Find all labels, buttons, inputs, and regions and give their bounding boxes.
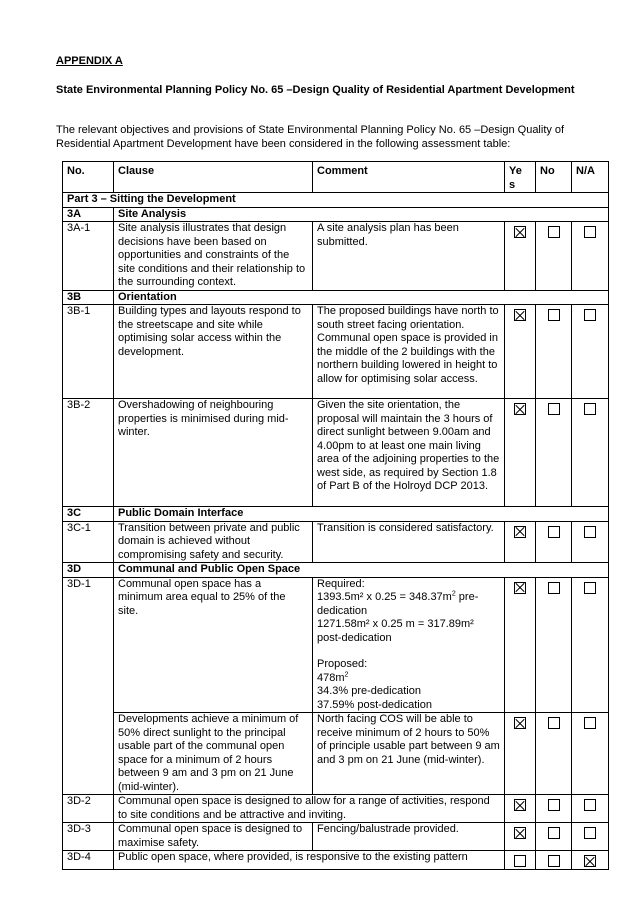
na-checkbox[interactable] — [584, 855, 596, 867]
section-title: Communal and Public Open Space — [114, 563, 609, 578]
table-row — [63, 713, 609, 795]
comment-pre-dedication-calc: 1393.5m² x $0.25 = 348.37m^2$ pre-dedication — [317, 590, 479, 617]
row-comment: Transition is considered satisfactory. — [313, 521, 505, 563]
section-row-3d — [63, 563, 609, 578]
row-clause: Public open space, where provided, is responsive to the existing pattern — [114, 851, 505, 870]
na-checkbox[interactable] — [584, 526, 596, 538]
na-checkbox[interactable] — [584, 827, 596, 839]
na-checkbox[interactable] — [584, 717, 596, 729]
na-checkbox[interactable] — [584, 226, 596, 238]
row-no: 3D-4 — [63, 851, 114, 870]
row-comment — [313, 577, 505, 713]
row-clause: Site analysis illustrates that design decisions have been based on opportunities and constraints of the site conditions and their relationship to the surrounding context. — [114, 222, 313, 291]
yes-checkbox[interactable] — [514, 717, 526, 729]
yes-checkbox[interactable] — [514, 827, 526, 839]
comment-post-dedication-calc: 1271.58m² x 0.25 m = 317.89m² post-dedication — [317, 618, 474, 644]
comment-post-percent: 37.59% post-dedication — [317, 698, 432, 711]
row-clause: Communal open space is designed to maximise safety. — [114, 823, 313, 851]
comment-required-label: Required: — [317, 577, 365, 590]
row-no: 3D-1 — [63, 577, 114, 795]
table-row — [63, 851, 609, 870]
comment-proposed-area: $478m^2$ — [317, 670, 349, 684]
header-no-col: No — [536, 162, 572, 193]
section-row-3a — [63, 207, 609, 222]
header-no: No. — [63, 162, 114, 193]
header-clause: Clause — [114, 162, 313, 193]
header-na: N/A — [572, 162, 609, 193]
table-row — [63, 823, 609, 851]
section-title: Orientation — [114, 290, 609, 305]
row-clause: Communal open space is designed to allow for a range of activities, respond to site conditions and be attractive and inviting. — [114, 795, 505, 823]
na-checkbox[interactable] — [584, 582, 596, 594]
comment-pre-percent: 34.3% pre-dedication — [317, 685, 421, 697]
header-yes: Ye s — [505, 162, 536, 193]
section-row-3b — [63, 290, 609, 305]
section-no: 3A — [63, 207, 114, 222]
table-row — [63, 305, 609, 399]
no-checkbox[interactable] — [548, 526, 560, 538]
section-no: 3C — [63, 507, 114, 522]
no-checkbox[interactable] — [548, 403, 560, 415]
table-row — [63, 521, 609, 563]
row-no: 3D-2 — [63, 795, 114, 823]
appendix-heading: APPENDIX A — [56, 55, 123, 67]
row-comment: Given the site orientation, the proposal will maintain the 3 hours of direct sunlight between 9.00am and 4.00pm to at least one main living area of the adjoining properties to the west side, as required by Section 1.8 of Part B of the Holroyd DCP 2013. — [313, 399, 505, 507]
row-no: 3B-1 — [63, 305, 114, 399]
row-no: 3A-1 — [63, 222, 114, 291]
yes-checkbox[interactable] — [514, 855, 526, 867]
yes-checkbox[interactable] — [514, 309, 526, 321]
row-no: 3C-1 — [63, 521, 114, 563]
row-comment: North facing COS will be able to receive minimum of 2 hours to 50% of principle usable part between 9 am and 3 pm on 21 June (mid-winter). — [313, 713, 505, 795]
row-comment: The proposed buildings have north to south street facing orientation. Communal open space is provided in the middle of the 2 buildings with the northern building lowered in height to allow for optimising solar access. — [313, 305, 505, 399]
no-checkbox[interactable] — [548, 827, 560, 839]
row-clause: Communal open space has a minimum area equal to 25% of the site. — [114, 577, 313, 713]
row-comment: Fencing/balustrade provided. — [313, 823, 505, 851]
row-no: 3D-3 — [63, 823, 114, 851]
no-checkbox[interactable] — [548, 799, 560, 811]
row-clause: Overshadowing of neighbouring properties is minimised during mid-winter. — [114, 399, 313, 507]
row-clause: Building types and layouts respond to the streetscape and site while optimising solar access within the development. — [114, 305, 313, 399]
policy-title: State Environmental Planning Policy No. 65 –Design Quality of Residential Apartment Development — [56, 84, 575, 96]
yes-checkbox[interactable] — [514, 799, 526, 811]
table-row — [63, 222, 609, 291]
intro-paragraph: The relevant objectives and provisions of State Environmental Planning Policy No. 65 –Design Quality of Residential Apartment Development have been considered in the following assessment table: — [56, 124, 565, 150]
table-header-row — [63, 162, 609, 193]
no-checkbox[interactable] — [548, 717, 560, 729]
section-title: Public Domain Interface — [114, 507, 609, 522]
table-row — [63, 399, 609, 507]
na-checkbox[interactable] — [584, 403, 596, 415]
row-clause: Transition between private and public domain is achieved without compromising safety and security. — [114, 521, 313, 563]
section-row-3c — [63, 507, 609, 522]
no-checkbox[interactable] — [548, 582, 560, 594]
row-comment: A site analysis plan has been submitted. — [313, 222, 505, 291]
part-3-heading: Part 3 – Sitting the Development — [63, 193, 609, 208]
section-no: 3B — [63, 290, 114, 305]
part-heading-row — [63, 193, 609, 208]
yes-checkbox[interactable] — [514, 582, 526, 594]
section-title: Site Analysis — [114, 207, 609, 222]
table-row — [63, 577, 609, 713]
comment-proposed-label: Proposed: — [317, 658, 368, 670]
section-no: 3D — [63, 563, 114, 578]
yes-checkbox[interactable] — [514, 526, 526, 538]
row-no: 3B-2 — [63, 399, 114, 507]
na-checkbox[interactable] — [584, 309, 596, 321]
header-comment: Comment — [313, 162, 505, 193]
row-clause: Developments achieve a minimum of 50% direct sunlight to the principal usable part of the communal open space for a minimum of 2 hours between 9 am and 3 pm on 21 June (mid-winter). — [114, 713, 313, 795]
na-checkbox[interactable] — [584, 799, 596, 811]
table-row — [63, 795, 609, 823]
assessment-table — [62, 161, 609, 870]
no-checkbox[interactable] — [548, 855, 560, 867]
yes-checkbox[interactable] — [514, 403, 526, 415]
no-checkbox[interactable] — [548, 309, 560, 321]
no-checkbox[interactable] — [548, 226, 560, 238]
yes-checkbox[interactable] — [514, 226, 526, 238]
